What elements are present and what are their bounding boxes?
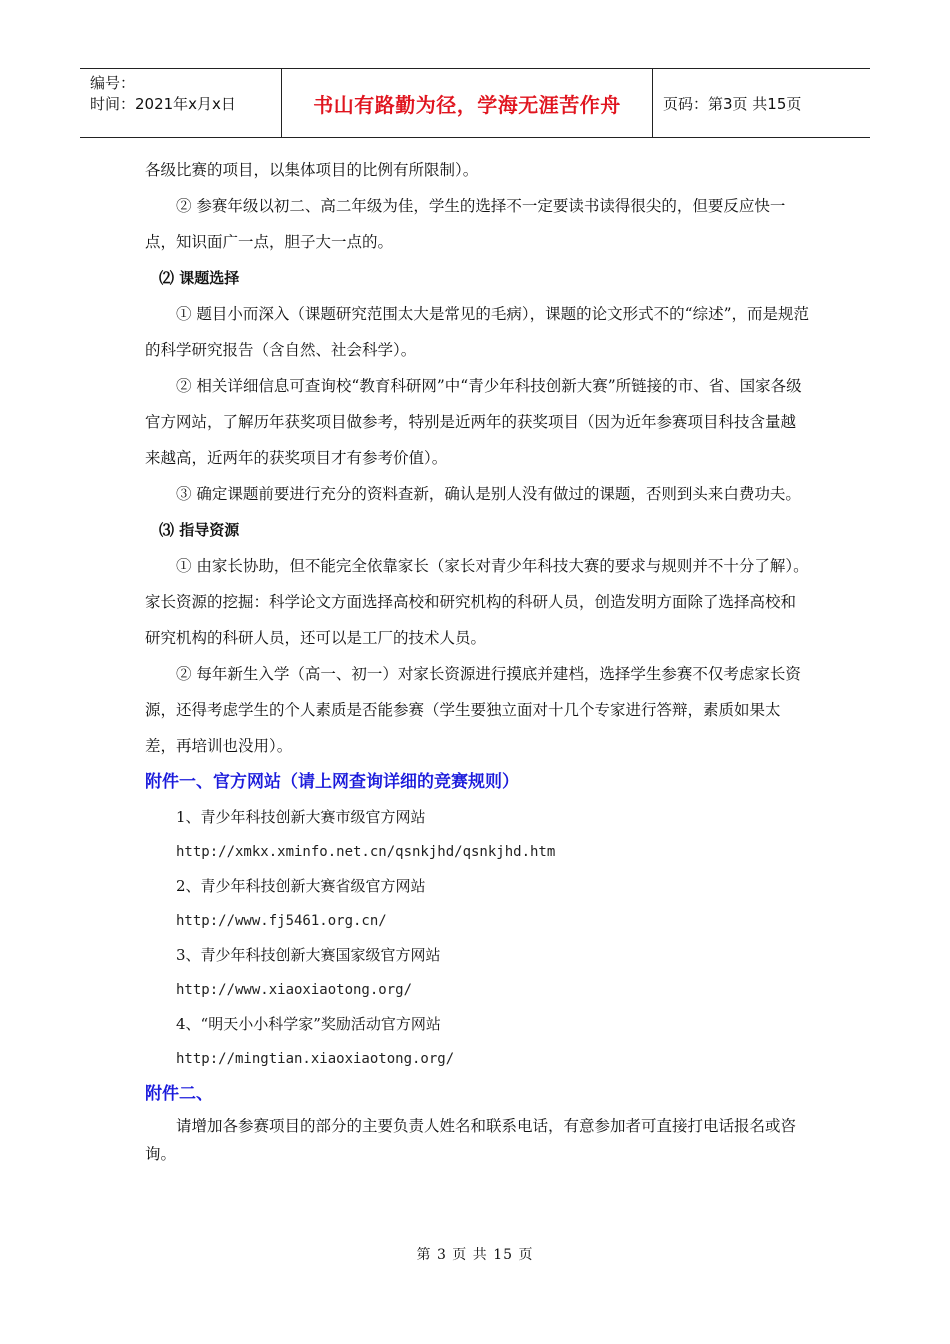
paragraph: ② 相关详细信息可查询校“教育科研网”中“青少年科技创新大赛”所链接的市、省、国家各级官方网站，了解历年获奖项目做参考，特别是近两年的获奖项目（因为近年参赛项目科技含量越来越高，近两年的获奖项目才有参考价值）。 — [145, 377, 802, 467]
paragraph: 各级比赛的项目，以集体项目的比例有所限制）。 — [145, 161, 479, 179]
website-url[interactable]: http://xmkx.xminfo.net.cn/qsnkjhd/qsnkjhd.htm — [176, 843, 556, 860]
website-label: 3、青少年科技创新大赛国家级官方网站 — [176, 946, 441, 964]
website-url[interactable]: http://www.fj5461.org.cn/ — [176, 912, 387, 929]
time-label: 时间：2021年x月x日 — [90, 95, 236, 113]
subheading-topic-selection: ⑵ 课题选择 — [159, 269, 240, 287]
website-url[interactable]: http://www.xiaoxiaotong.org/ — [176, 981, 413, 998]
paragraph: ② 参赛年级以初二、高二年级为佳，学生的选择不一定要读书读得很尖的，但要反应快一点，知识面广一点，胆子大一点的。 — [145, 197, 786, 251]
paragraph: ③ 确定课题前要进行充分的资料查新，确认是别人没有做过的课题，否则到头来白费功夫。 — [176, 485, 801, 503]
website-label: 2、青少年科技创新大赛省级官方网站 — [176, 877, 426, 895]
subheading-guidance-resources: ⑶ 指导资源 — [159, 521, 240, 539]
website-label: 4、“明天小小科学家”奖励活动官方网站 — [176, 1015, 441, 1033]
header-meta — [80, 69, 281, 137]
document-body — [145, 152, 810, 1168]
website-url[interactable]: http://mingtian.xiaoxiaotong.org/ — [176, 1050, 455, 1067]
page-header — [80, 68, 870, 138]
attachment-one-title: 附件一、官方网站（请上网查询详细的竞赛规则） — [145, 772, 519, 792]
paragraph: ① 题目小而深入（课题研究范围太大是常见的毛病），课题的论文形式不的“综述”，而是规范的科学研究报告（含自然、社会科学）。 — [145, 305, 810, 359]
header-motto: 书山有路勤为径，学海无涯苦作舟 — [281, 69, 653, 137]
page-footer: 第 3 页 共 15 页 — [416, 1247, 534, 1263]
website-label: 1、青少年科技创新大赛市级官方网站 — [176, 808, 426, 826]
paragraph: ② 每年新生入学（高一、初一）对家长资源进行摸底并建档，选择学生参赛不仅考虑家长资源，还得考虑学生的个人素质是否能参赛（学生要独立面对十几个专家进行答辩，素质如果太差，再培训也没用）。 — [145, 665, 801, 755]
attachment-two-text: 请增加各参赛项目的部分的主要负责人姓名和联系电话，有意参加者可直接打电话报名或咨询。 — [145, 1117, 797, 1163]
number-label: 编号： — [90, 74, 136, 92]
attachment-two-title: 附件二、 — [145, 1084, 213, 1104]
paragraph: ① 由家长协助，但不能完全依靠家长（家长对青少年科技大赛的要求与规则并不十分了解）。家长资源的挖掘：科学论文方面选择高校和研究机构的科研人员，创造发明方面除了选择高校和研究机构的科研人员，还可以是工厂的技术人员。 — [145, 557, 809, 647]
header-page-label: 页码：第3页 共15页 — [663, 94, 802, 113]
